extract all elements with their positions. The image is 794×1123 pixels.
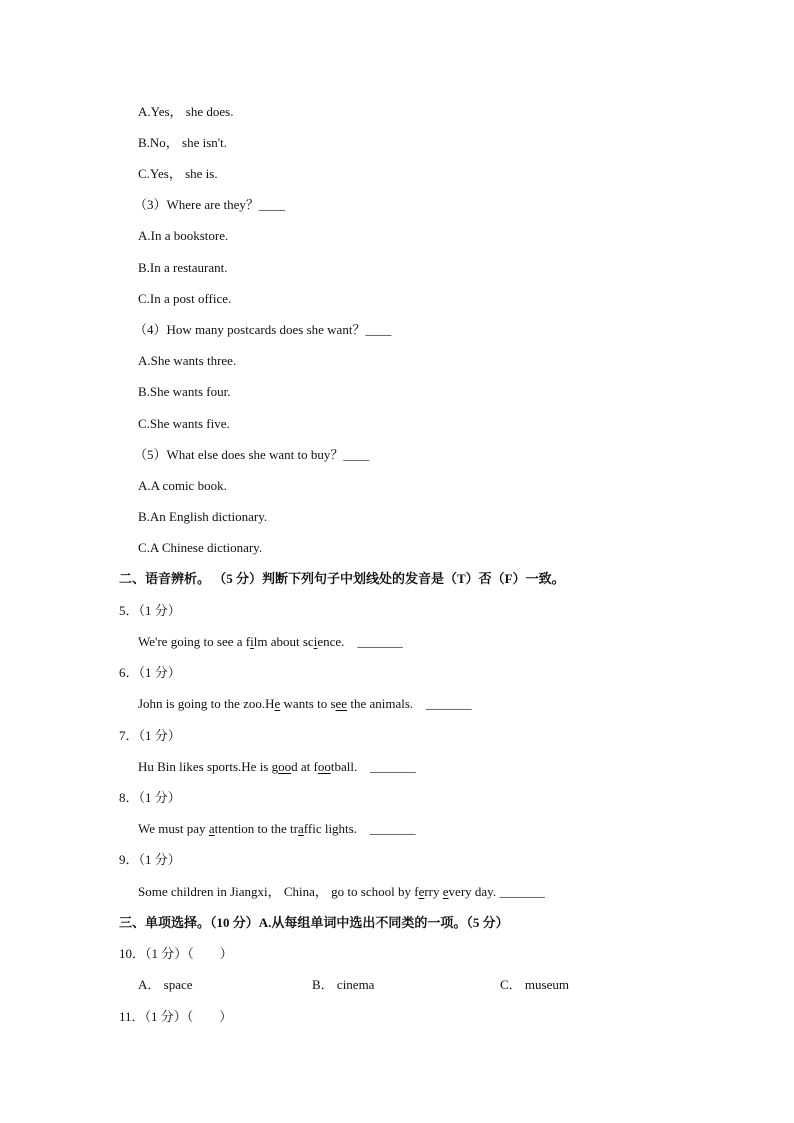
option-line: A.In a bookstore.	[138, 228, 229, 243]
question-sentence: Hu Bin likes sports.He is good at football. _______	[138, 759, 416, 774]
question-sentence: Some children in Jiangxi， China， go to school by ferry every day. _______	[138, 884, 545, 899]
underlined-sound: e	[274, 696, 281, 711]
underlined-sound: i	[313, 634, 318, 649]
option-line: B.An English dictionary.	[138, 509, 268, 524]
option-line: C.A Chinese dictionary.	[138, 540, 263, 555]
choice-option-b[interactable]: B． cinema	[312, 977, 375, 992]
option-line: B.She wants four.	[138, 384, 231, 399]
question-sentence: John is going to the zoo.He wants to see the animals. _______	[138, 696, 472, 711]
underlined-sound: i	[250, 634, 254, 649]
underlined-sound: e	[418, 884, 425, 899]
underlined-sound: a	[208, 821, 215, 836]
question-number: 9．（1 分）	[119, 852, 181, 867]
underlined-sound: oo	[278, 759, 292, 774]
section-title: 三、单项选择。（10 分）A.从每组单词中选出不同类的一项。（5 分）	[119, 915, 509, 930]
question-sentence: We're going to see a film about science. _______	[138, 634, 403, 649]
underlined-sound: e	[442, 884, 449, 899]
option-line: B.No， she isn't.	[138, 135, 228, 150]
option-line: A.Yes， she does.	[138, 104, 234, 119]
question-number: 5．（1 分）	[119, 603, 181, 618]
choice-option-c[interactable]: C． museum	[500, 977, 569, 992]
underlined-sound: oo	[317, 759, 331, 774]
answer-blank[interactable]: _______	[426, 696, 472, 711]
question-line: （5）What else does she want to buy？____	[134, 447, 370, 462]
question-line: （4）How many postcards does she want？____	[134, 322, 392, 337]
answer-blank[interactable]: _______	[357, 634, 403, 649]
answer-blank[interactable]: _______	[370, 759, 416, 774]
option-line: A.A comic book.	[138, 478, 227, 493]
option-line: C.Yes， she is.	[138, 166, 218, 181]
underlined-sound: ee	[335, 696, 348, 711]
option-line: B.In a restaurant.	[138, 260, 228, 275]
question-number: 6．（1 分）	[119, 665, 181, 680]
question-number: 11．（1 分）（ ）	[119, 1009, 233, 1024]
answer-blank[interactable]: _______	[499, 884, 545, 899]
question-sentence: We must pay attention to the traffic lights. _______	[138, 821, 416, 836]
section-title: 二、语音辨析。 （5 分）判断下列句子中划线处的发音是（T）否（F）一致。	[119, 571, 565, 586]
question-number: 10．（1 分）（ ）	[119, 946, 233, 961]
option-line: C.She wants five.	[138, 416, 230, 431]
question-number: 8．（1 分）	[119, 790, 181, 805]
answer-blank[interactable]: _______	[369, 821, 416, 836]
question-number: 7．（1 分）	[119, 728, 181, 743]
choice-option-a[interactable]: A． space	[138, 977, 193, 992]
underlined-sound: a	[298, 821, 304, 836]
option-line: C.In a post office.	[138, 291, 232, 306]
option-line: A.She wants three.	[138, 353, 237, 368]
question-line: （3）Where are they？____	[134, 197, 285, 212]
